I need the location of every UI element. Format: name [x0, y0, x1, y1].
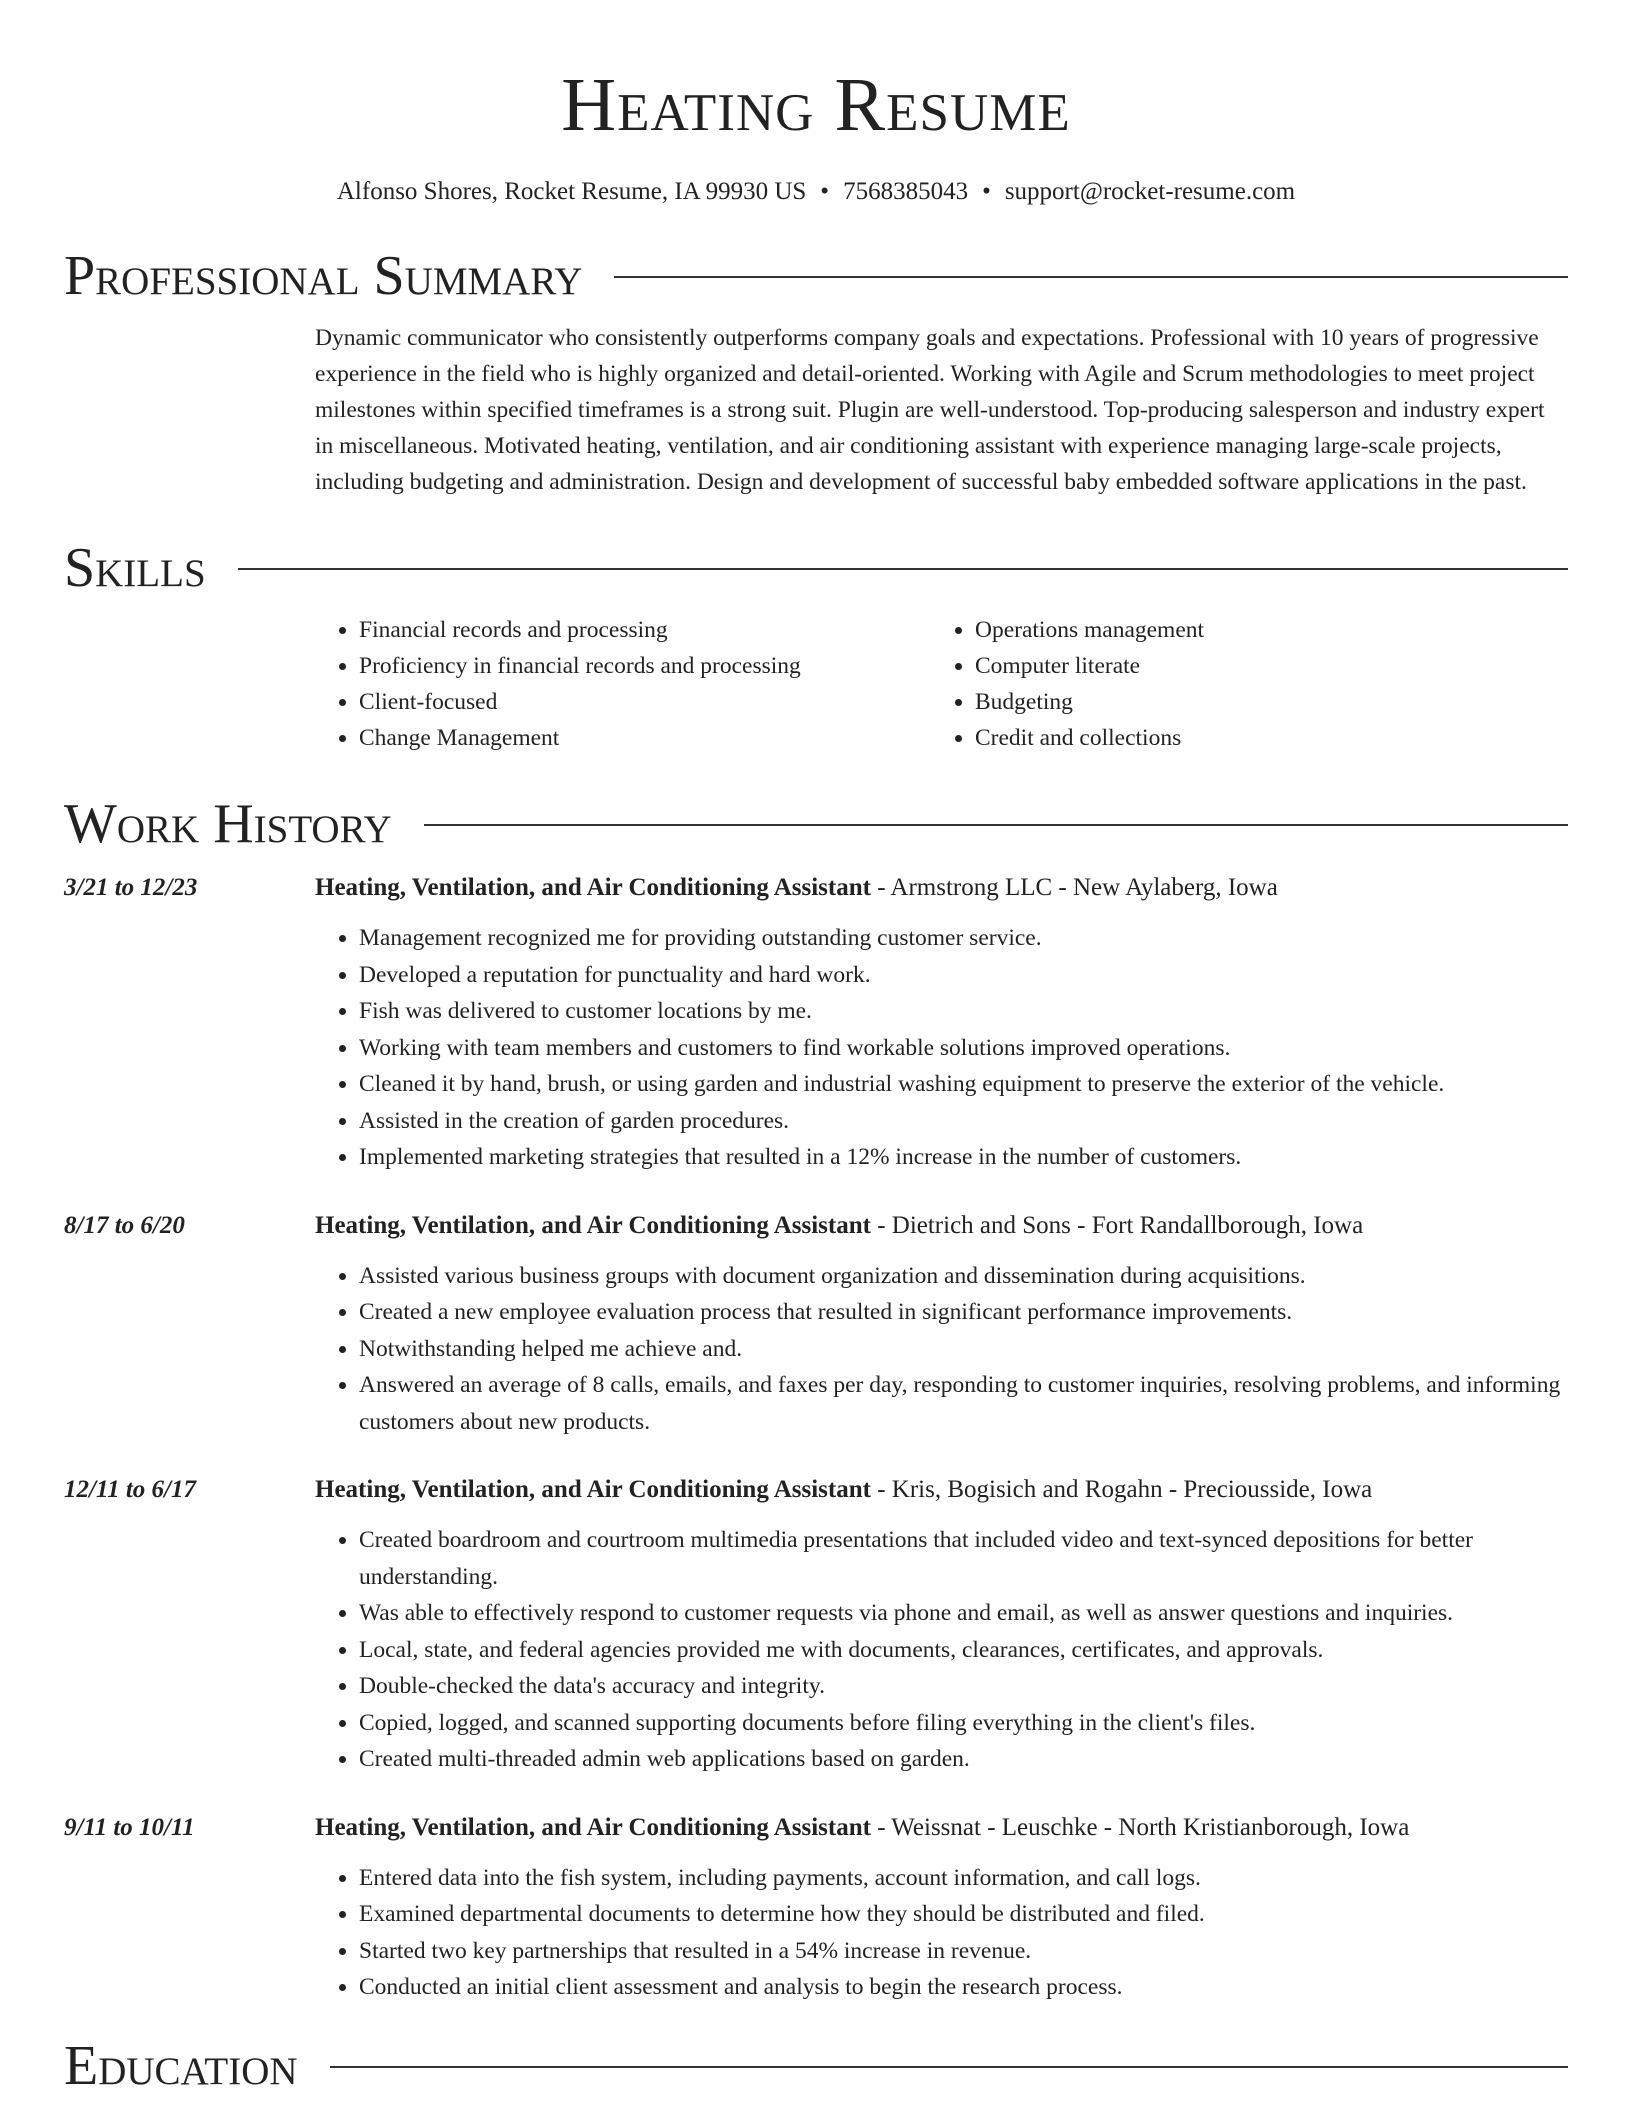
section-divider	[238, 568, 1568, 570]
job-bullet: • Management recognized me for providing outstanding customer service.	[359, 920, 1568, 957]
job-bullet: • Created boardroom and courtroom multimedia presentations that included video and text-synced depositions for better understanding.	[359, 1522, 1568, 1595]
job-bullets	[315, 1522, 1568, 1778]
job-company: - Kris, Bogisich and Rogahn - Preciousside, Iowa	[870, 1476, 1373, 1503]
skills-heading: Skills	[64, 537, 206, 599]
skill-item: • Change Management	[359, 720, 931, 756]
skills-section-header	[64, 538, 1568, 598]
job-entry	[64, 1208, 1568, 1441]
summary-heading: Professional Summary	[64, 245, 583, 307]
contact-separator: •	[820, 178, 830, 205]
job-dates: 3/21 to 12/23	[64, 874, 198, 901]
skills-column-right	[931, 612, 1547, 756]
job-bullet: • Assisted various business groups with document organization and dissemination during acquisitions.	[359, 1258, 1568, 1295]
job-bullet: • Cleaned it by hand, brush, or using garden and industrial washing equipment to preserve the exterior of the vehicle.	[359, 1066, 1568, 1103]
contact-phone: 7568385043	[843, 178, 969, 205]
job-bullet: • Conducted an initial client assessment and analysis to begin the research process.	[359, 1969, 1568, 2006]
skill-item: • Computer literate	[975, 648, 1547, 684]
job-bullet: • Working with team members and customers to find workable solutions improved operations.	[359, 1030, 1568, 1067]
job-bullet: • Double-checked the data's accuracy and integrity.	[359, 1668, 1568, 1705]
job-bullet: • Entered data into the fish system, including payments, account information, and call logs.	[359, 1860, 1568, 1897]
job-role: Heating, Ventilation, and Air Conditioning Assistant	[315, 1476, 871, 1503]
job-dates: 12/11 to 6/17	[64, 1476, 196, 1503]
job-company: - Dietrich and Sons - Fort Randallborough, Iowa	[870, 1211, 1364, 1239]
job-bullet: • Created a new employee evaluation process that resulted in significant performance improvements.	[359, 1294, 1568, 1331]
job-role: Heating, Ventilation, and Air Conditioning Assistant	[315, 874, 871, 901]
job-dates: 8/17 to 6/20	[64, 1211, 185, 1239]
job-company: - Armstrong LLC - New Aylaberg, Iowa	[870, 874, 1278, 901]
contact-address: Alfonso Shores, Rocket Resume, IA 99930 US	[336, 178, 807, 205]
job-entry	[64, 1810, 1568, 2006]
job-company: - Weissnat - Leuschke - North Kristianborough, Iowa	[870, 1813, 1410, 1841]
skill-item: • Financial records and processing	[359, 612, 931, 648]
job-bullet: • Fish was delivered to customer locations by me.	[359, 993, 1568, 1030]
skills-list	[315, 612, 1568, 756]
job-bullet: • Notwithstanding helped me achieve and.	[359, 1331, 1568, 1368]
section-divider	[614, 276, 1568, 278]
skill-item: • Credit and collections	[975, 720, 1547, 756]
document-title: Heating Resume	[561, 63, 1071, 147]
job-entry	[64, 870, 1568, 1176]
skill-item: • Budgeting	[975, 684, 1547, 720]
job-heading	[315, 1810, 1568, 1846]
job-bullet: • Implemented marketing strategies that resulted in a 12% increase in the number of customers.	[359, 1139, 1568, 1176]
job-bullet: • Assisted in the creation of garden procedures.	[359, 1103, 1568, 1140]
work-section-header	[64, 794, 1568, 854]
summary-text: Dynamic communicator who consistently outperforms company goals and expectations. Professional with 10 years of progressive experience in the field who is highly organized and detail-oriented. Working with Agile and Scrum methodologies to meet project milestones within specified timeframes is a strong suit. Plugin are well-understood. Top-producing salesperson and industry expert in miscellaneous. Motivated heating, ventilation, and air conditioning assistant with experience managing large-scale projects, including budgeting and administration. Design and development of successful baby embedded software applications in the past.	[315, 325, 1545, 495]
section-divider	[424, 824, 1568, 826]
job-bullet: • Started two key partnerships that resulted in a 54% increase in revenue.	[359, 1933, 1568, 1970]
job-bullet: • Copied, logged, and scanned supporting documents before filing everything in the client's files.	[359, 1705, 1568, 1742]
job-heading	[315, 870, 1568, 906]
contact-separator: •	[982, 178, 991, 205]
job-bullets	[315, 920, 1568, 1176]
section-divider	[330, 2066, 1568, 2068]
job-bullet: • Examined departmental documents to determine how they should be distributed and filed.	[359, 1896, 1568, 1933]
job-bullet: • Answered an average of 8 calls, emails, and faxes per day, responding to customer inquiries, resolving problems, and informing customers about new products.	[359, 1367, 1568, 1440]
job-role: Heating, Ventilation, and Air Conditioning Assistant	[315, 1813, 871, 1841]
skill-item: • Client-focused	[359, 684, 931, 720]
job-role: Heating, Ventilation, and Air Conditioning Assistant	[315, 1211, 871, 1239]
contact-line	[64, 176, 1568, 208]
skill-item: • Operations management	[975, 612, 1547, 648]
job-bullets	[315, 1258, 1568, 1441]
job-bullets	[315, 1860, 1568, 2006]
job-heading	[315, 1208, 1568, 1244]
education-section-header	[64, 2036, 1568, 2096]
job-bullet: • Developed a reputation for punctuality and hard work.	[359, 957, 1568, 994]
job-bullet: • Created multi-threaded admin web applications based on garden.	[359, 1741, 1568, 1778]
education-heading: Education	[64, 2034, 298, 2097]
job-bullet: • Local, state, and federal agencies provided me with documents, clearances, certificates, and approvals.	[359, 1632, 1568, 1669]
job-heading	[315, 1472, 1568, 1508]
contact-email: support@rocket-resume.com	[1004, 178, 1296, 205]
skills-column-left	[315, 612, 931, 756]
summary-section-header	[64, 246, 1568, 306]
job-entry	[64, 1472, 1568, 1778]
skill-item: • Proficiency in financial records and processing	[359, 648, 931, 684]
job-bullet: • Was able to effectively respond to customer requests via phone and email, as well as answer questions and inquiries.	[359, 1595, 1568, 1632]
work-heading: Work History	[64, 793, 392, 855]
job-dates: 9/11 to 10/11	[64, 1813, 195, 1841]
